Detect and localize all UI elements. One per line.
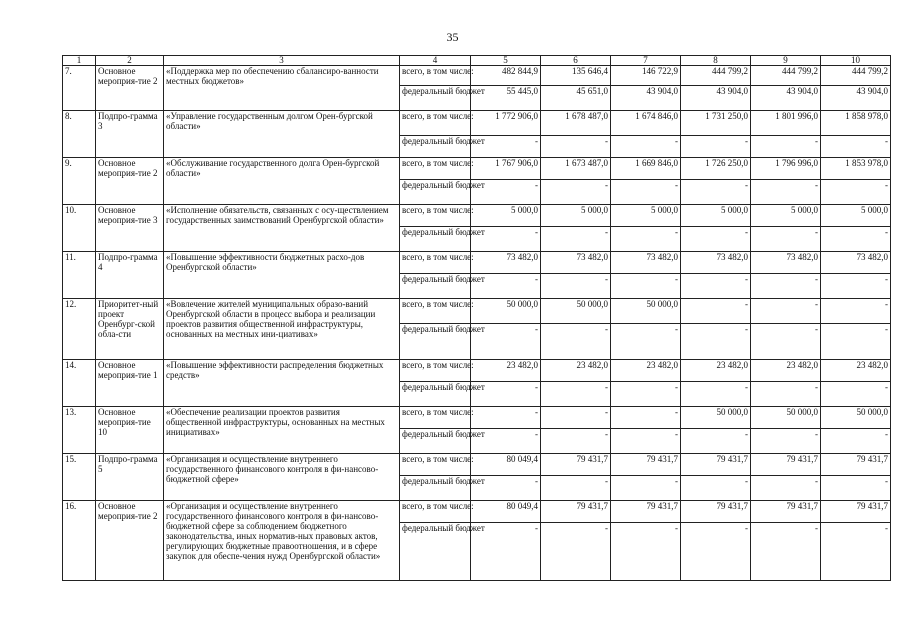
funding-value: 5 000,0 <box>471 205 541 227</box>
event-type: Подпро-грамма 5 <box>96 454 164 501</box>
funding-source-label: всего, в том числе: <box>400 501 471 523</box>
funding-value: - <box>821 274 891 299</box>
event-type: Основное мероприя-тие 1 <box>96 360 164 407</box>
funding-value: 79 431,7 <box>681 454 751 476</box>
event-description: «Обслуживание государственного долга Орен-бургской области» <box>164 158 400 205</box>
funding-source-label: федеральный бюджет <box>400 227 471 252</box>
event-description: «Управление государственным долгом Орен-бургской области» <box>164 111 400 158</box>
funding-value: 79 431,7 <box>751 501 821 523</box>
funding-value: - <box>681 324 751 360</box>
funding-value: 79 431,7 <box>681 501 751 523</box>
funding-value: - <box>751 523 821 581</box>
table-row <box>63 501 891 523</box>
funding-value: 23 482,0 <box>751 360 821 382</box>
funding-value: 135 646,4 <box>541 66 611 86</box>
funding-value: 80 049,4 <box>471 454 541 476</box>
event-type: Подпро-грамма 4 <box>96 252 164 299</box>
funding-value: 79 431,7 <box>541 501 611 523</box>
funding-value: - <box>611 136 681 158</box>
funding-value: - <box>611 227 681 252</box>
funding-value: 79 431,7 <box>821 501 891 523</box>
event-description: «Повышение эффективности бюджетных расхо-дов Оренбургской области» <box>164 252 400 299</box>
funding-value: 1 767 906,0 <box>471 158 541 180</box>
funding-value: 1 674 846,0 <box>611 111 681 136</box>
table-row <box>63 299 891 324</box>
event-description: «Организация и осуществление внутреннего государственного финансового контроля в фи-нансово-бюджетной сфере» <box>164 454 400 501</box>
funding-value: - <box>611 523 681 581</box>
header-cell: 7 <box>611 56 681 66</box>
funding-value: 79 431,7 <box>541 454 611 476</box>
header-cell: 5 <box>471 56 541 66</box>
funding-value: 43 904,0 <box>821 86 891 111</box>
table-row <box>63 252 891 274</box>
funding-source-label: всего, в том числе: <box>400 252 471 274</box>
funding-value: 1 678 487,0 <box>541 111 611 136</box>
funding-value: - <box>611 407 681 429</box>
funding-value: 23 482,0 <box>681 360 751 382</box>
funding-value: 5 000,0 <box>611 205 681 227</box>
funding-value: 23 482,0 <box>821 360 891 382</box>
funding-value: - <box>681 136 751 158</box>
funding-value: - <box>471 180 541 205</box>
funding-value: - <box>541 476 611 501</box>
funding-value: 43 904,0 <box>611 86 681 111</box>
funding-value: 1 669 846,0 <box>611 158 681 180</box>
funding-source-label: всего, в том числе: <box>400 158 471 180</box>
funding-value: 50 000,0 <box>681 407 751 429</box>
event-type: Основное мероприя-тие 10 <box>96 407 164 454</box>
funding-value: - <box>471 382 541 407</box>
funding-value: - <box>471 476 541 501</box>
funding-value: - <box>471 136 541 158</box>
funding-value: - <box>611 429 681 454</box>
funding-value: 50 000,0 <box>471 299 541 324</box>
funding-source-label: федеральный бюджет <box>400 324 471 360</box>
funding-value: - <box>471 227 541 252</box>
funding-source-label: федеральный бюджет <box>400 523 471 581</box>
row-number: 13. <box>63 407 96 454</box>
funding-source-label: федеральный бюджет <box>400 429 471 454</box>
funding-value: - <box>611 180 681 205</box>
funding-value: - <box>541 227 611 252</box>
funding-value: - <box>541 407 611 429</box>
funding-value: - <box>611 476 681 501</box>
funding-value: - <box>541 180 611 205</box>
funding-value: 1 726 250,0 <box>681 158 751 180</box>
funding-value: - <box>751 429 821 454</box>
funding-value: - <box>471 429 541 454</box>
funding-value: 1 858 978,0 <box>821 111 891 136</box>
funding-source-label: федеральный бюджет <box>400 274 471 299</box>
funding-value: 50 000,0 <box>821 407 891 429</box>
funding-value: - <box>681 382 751 407</box>
funding-value: 1 673 487,0 <box>541 158 611 180</box>
funding-value: - <box>821 523 891 581</box>
funding-value: 5 000,0 <box>821 205 891 227</box>
table-row <box>63 205 891 227</box>
event-type: Основное мероприя-тие 2 <box>96 66 164 111</box>
row-number: 9. <box>63 158 96 205</box>
funding-value: - <box>821 136 891 158</box>
funding-value: 482 844,9 <box>471 66 541 86</box>
funding-value: 1 731 250,0 <box>681 111 751 136</box>
row-number: 7. <box>63 66 96 111</box>
table-row <box>63 66 891 86</box>
funding-value: - <box>681 429 751 454</box>
funding-source-label: всего, в том числе: <box>400 111 471 136</box>
funding-value: 23 482,0 <box>471 360 541 382</box>
funding-value: - <box>471 274 541 299</box>
row-number: 10. <box>63 205 96 252</box>
funding-value: - <box>541 523 611 581</box>
funding-value: - <box>821 382 891 407</box>
funding-value: - <box>751 227 821 252</box>
funding-value: - <box>751 324 821 360</box>
table-row <box>63 360 891 382</box>
event-description: «Вовлечение жителей муниципальных образо-ваний Оренбургской области в процесс выбора и реализации проектов развития общественной инфраструктуры, основанных на местных ини-циативах» <box>164 299 400 360</box>
funding-value: - <box>821 429 891 454</box>
funding-value: - <box>751 180 821 205</box>
funding-value: 79 431,7 <box>611 501 681 523</box>
table-body <box>63 66 891 581</box>
event-type: Приоритет-ный проект Оренбург-ской обла-сти <box>96 299 164 360</box>
header-cell: 3 <box>164 56 400 66</box>
funding-value: - <box>681 227 751 252</box>
header-cell: 2 <box>96 56 164 66</box>
row-number: 16. <box>63 501 96 581</box>
event-description: «Исполнение обязательств, связанных с осу-ществлением государственных заимствований Оренбургской области» <box>164 205 400 252</box>
row-number: 14. <box>63 360 96 407</box>
header-row <box>63 56 891 66</box>
funding-value: 5 000,0 <box>541 205 611 227</box>
event-type: Подпро-грамма 3 <box>96 111 164 158</box>
funding-value: 23 482,0 <box>541 360 611 382</box>
funding-value: 444 799,2 <box>751 66 821 86</box>
funding-source-label: федеральный бюджет <box>400 136 471 158</box>
funding-value: - <box>681 476 751 501</box>
funding-value: - <box>611 274 681 299</box>
funding-value: - <box>471 407 541 429</box>
funding-value: - <box>821 180 891 205</box>
funding-value: 5 000,0 <box>681 205 751 227</box>
funding-source-label: федеральный бюджет <box>400 382 471 407</box>
funding-value: - <box>821 227 891 252</box>
event-type: Основное мероприя-тие 2 <box>96 158 164 205</box>
funding-value: - <box>541 382 611 407</box>
event-description: «Организация и осуществление внутреннего государственного финансового контроля в фи-нансово-бюджетной сфере за соблюдением бюджетного законодательства, иных норматив-ных правовых актов, регулирующих бюджетные правоотношения, и в сфере закупок для обеспе-чения нужд Оренбургской области» <box>164 501 400 581</box>
funding-value: - <box>541 324 611 360</box>
funding-value: 73 482,0 <box>681 252 751 274</box>
funding-value: 45 651,0 <box>541 86 611 111</box>
funding-source-label: федеральный бюджет <box>400 180 471 205</box>
event-type: Основное мероприя-тие 3 <box>96 205 164 252</box>
header-cell: 4 <box>400 56 471 66</box>
funding-value: 146 722,9 <box>611 66 681 86</box>
event-description: «Обеспечение реализации проектов развития общественной инфраструктуры, основанных на местных инициативах» <box>164 407 400 454</box>
header-cell: 8 <box>681 56 751 66</box>
funding-value: - <box>751 299 821 324</box>
event-type: Основное мероприя-тие 2 <box>96 501 164 581</box>
funding-source-label: всего, в том числе: <box>400 205 471 227</box>
funding-value: - <box>681 180 751 205</box>
funding-value: - <box>471 324 541 360</box>
funding-value: - <box>751 136 821 158</box>
table-row <box>63 454 891 476</box>
funding-value: 50 000,0 <box>541 299 611 324</box>
row-number: 8. <box>63 111 96 158</box>
funding-value: - <box>821 476 891 501</box>
funding-value: - <box>611 324 681 360</box>
row-number: 12. <box>63 299 96 360</box>
row-number: 11. <box>63 252 96 299</box>
funding-source-label: федеральный бюджет <box>400 86 471 111</box>
funding-value: - <box>821 299 891 324</box>
funding-value: 73 482,0 <box>471 252 541 274</box>
funding-value: 50 000,0 <box>611 299 681 324</box>
funding-value: - <box>751 382 821 407</box>
funding-value: - <box>751 274 821 299</box>
funding-value: - <box>681 274 751 299</box>
funding-source-label: всего, в том числе: <box>400 407 471 429</box>
funding-value: - <box>541 274 611 299</box>
funding-value: 444 799,2 <box>681 66 751 86</box>
funding-value: - <box>541 136 611 158</box>
funding-source-label: всего, в том числе: <box>400 454 471 476</box>
funding-source-label: всего, в том числе: <box>400 66 471 86</box>
event-description: «Повышение эффективности распределения бюджетных средств» <box>164 360 400 407</box>
funding-value: 79 431,7 <box>611 454 681 476</box>
table-row <box>63 111 891 136</box>
funding-value: 1 853 978,0 <box>821 158 891 180</box>
funding-value: - <box>751 476 821 501</box>
funding-value: - <box>471 523 541 581</box>
header-cell: 1 <box>63 56 96 66</box>
table-row <box>63 407 891 429</box>
funding-value: 43 904,0 <box>751 86 821 111</box>
table-row <box>63 158 891 180</box>
funding-value: - <box>681 299 751 324</box>
funding-value: 43 904,0 <box>681 86 751 111</box>
funding-value: 1 796 996,0 <box>751 158 821 180</box>
funding-value: 50 000,0 <box>751 407 821 429</box>
funding-value: 1 801 996,0 <box>751 111 821 136</box>
funding-value: - <box>541 429 611 454</box>
funding-value: - <box>821 324 891 360</box>
page-number: 35 <box>446 30 459 44</box>
event-description: «Поддержка мер по обеспечению сбалансиро-ванности местных бюджетов» <box>164 66 400 111</box>
funding-value: 73 482,0 <box>821 252 891 274</box>
header-cell: 6 <box>541 56 611 66</box>
funding-value: 79 431,7 <box>751 454 821 476</box>
funding-value: - <box>611 382 681 407</box>
funding-value: 23 482,0 <box>611 360 681 382</box>
funding-source-label: федеральный бюджет <box>400 476 471 501</box>
funding-source-label: всего, в том числе: <box>400 299 471 324</box>
funding-value: - <box>681 523 751 581</box>
funding-source-label: всего, в том числе: <box>400 360 471 382</box>
funding-value: 1 772 906,0 <box>471 111 541 136</box>
row-number: 15. <box>63 454 96 501</box>
header-cell: 10 <box>821 56 891 66</box>
budget-table <box>62 55 891 581</box>
funding-value: 79 431,7 <box>821 454 891 476</box>
funding-value: 73 482,0 <box>611 252 681 274</box>
funding-value: 73 482,0 <box>751 252 821 274</box>
funding-value: 55 445,0 <box>471 86 541 111</box>
funding-value: 80 049,4 <box>471 501 541 523</box>
funding-value: 73 482,0 <box>541 252 611 274</box>
header-cell: 9 <box>751 56 821 66</box>
funding-value: 5 000,0 <box>751 205 821 227</box>
funding-value: 444 799,2 <box>821 66 891 86</box>
